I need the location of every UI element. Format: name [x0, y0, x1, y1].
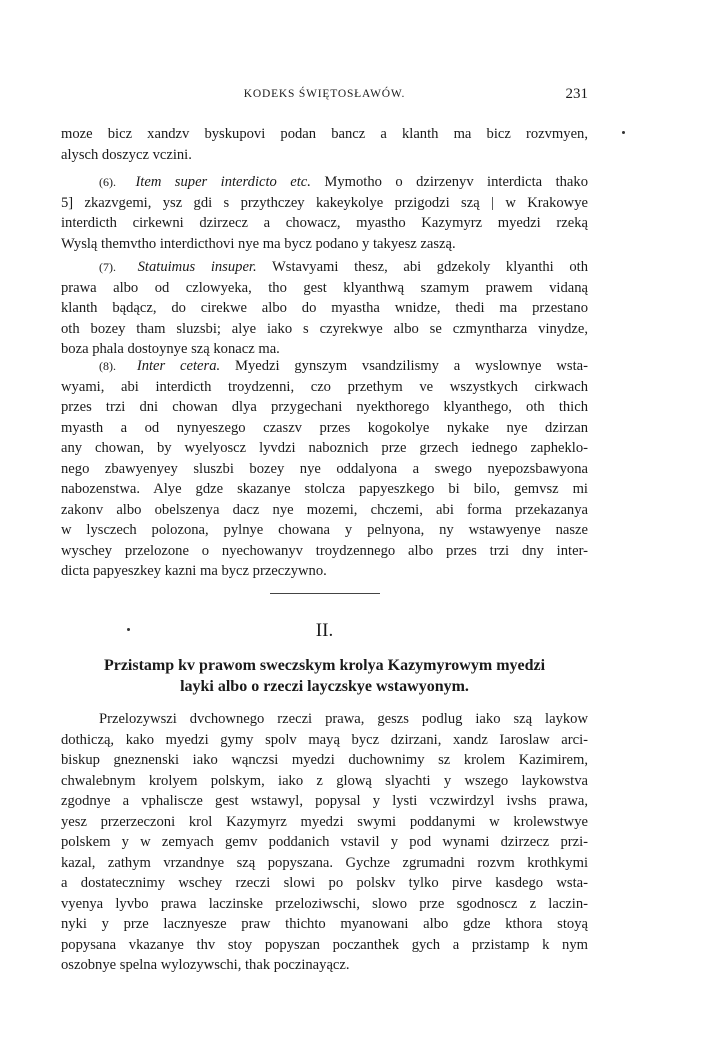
- paragraph-number: (6).: [99, 175, 116, 189]
- margin-dot: [622, 131, 625, 134]
- text-line: dicta papyeszkey kazni ma bycz przeczywno.: [61, 563, 327, 579]
- text-line: yesz przerzeczoni krol Kazymyrz myedzi swymi poddanymi w krolewstwye: [61, 813, 588, 830]
- text-line: w lysczech polozona, pylnye chowana y pelnyona, ny wstawyenye nasze: [61, 522, 588, 538]
- text-line: zakonv albo obelszenya dacz nye mozemi, chczemi, abi forma przekazanya: [61, 501, 588, 518]
- text-line: wyschey przelozone o nyechowanyv troydzennego albo przes trzi dny inter-: [61, 542, 588, 559]
- page-number: 231: [565, 86, 588, 102]
- text-line: wyami, abi interdicth troydzenni, czo przethym ve wszystkych cirkwach: [61, 378, 588, 395]
- text-line: moze bicz xandzv byskupovi podan bancz a klanth ma bicz rozvmyen,: [61, 126, 588, 142]
- paragraph-number: (7).: [99, 260, 116, 274]
- paragraph-incipit: Inter cetera.: [136, 358, 221, 374]
- paragraph-first-line: [61, 257, 588, 278]
- text-line: [61, 193, 588, 214]
- text-line: Przelozywszi dvchownego rzeczi prawa, geszs podlug iako szą laykow: [99, 711, 588, 727]
- text-line: a dostatecznimy wschey rzeczi slowi po polskv tylko pirve kasdego wsta-: [61, 875, 588, 891]
- text-line: nyki y prze lacznyesze praw thichto myanowani albo gdze kthora stoyą: [61, 916, 588, 932]
- text-fragment: Myedzi gynszym vsandzilismy a wyslownye wsta-: [234, 358, 588, 374]
- paragraph-incipit: Item super interdicto etc.: [135, 174, 311, 190]
- text-line: przes trzi dni chowan dlya przygechani nyekthoregο klyanthego, oth thich: [61, 399, 588, 415]
- text-fragment: Mymotho o dzirzenyv interdicta thako: [324, 174, 588, 190]
- text-line: biskup gneznenski iako wąnczsi myedzi duchownimy sz krolem Kazimirem,: [61, 752, 588, 768]
- body-paragraph: [61, 709, 588, 976]
- text-line: interdicth cirkewni dzirzecz a chowacz, myastho Kazymyrz myedzi rzeką: [61, 215, 588, 231]
- running-title: KODEKS ŚWIĘTOSŁAWÓW.: [243, 88, 406, 100]
- text-fragment: zkazvgemi, ysz gdi s przythczey kakeykolye przigodzi szą | w Krakowye: [84, 194, 588, 211]
- paragraph-incipit: Statuimus insuper.: [137, 259, 257, 275]
- text-line: boza phala dostoynye szą konacz ma.: [61, 341, 280, 357]
- text-line: zgodnye a vphaliscze gest wstawyl, popysal y lysti vczwirdzyl ivshs prawa,: [61, 793, 588, 809]
- text-line: kazal, zathym vrzandnye szą popyszana. Gychze zgrumadni rozvm krothkymi: [61, 854, 588, 871]
- text-line: vyenya lyvbo prawa laczinske przeloziwschi, slowo prze sgodnoscz z laczin-: [61, 895, 588, 912]
- section-heading: [61, 655, 588, 697]
- text-line: klanth bądącz, do cirekwe albo do myastha wnidze, thedi ma przestano: [61, 300, 588, 316]
- paragraph-number: (8).: [99, 359, 116, 373]
- running-head: [61, 88, 588, 108]
- text-line: nabozenstwa. Alye gdze skazanye stolcza papyeszkego bi bilo, gemvsz mi: [61, 481, 588, 497]
- text-line: popysana vkazanye thv stoy popyszan poczanthek gych a przistamp k nym: [61, 936, 588, 953]
- text-line: alysch doszycz vczini.: [61, 146, 192, 163]
- line-marker: 5]: [61, 194, 74, 211]
- paragraph-6: [61, 172, 588, 254]
- paragraph-7: [61, 257, 588, 360]
- text-line: polskem y w zemyach gemv poddanich vstavil y pod wynami dzirzecz przi-: [61, 834, 588, 850]
- section-divider: [270, 593, 380, 594]
- text-line: Wyslą themvtho interdicthovi nye ma bycz podano y takyesz zaszą.: [61, 235, 456, 252]
- text-line: nego zbawyenyey sluszbi bozey nye oddalyona a swego nyepozsbawyona: [61, 460, 588, 477]
- text-line: chwalebnym krolyem polskym, iako z glową slyachti y wszego laykowstva: [61, 772, 588, 789]
- heading-line: Przistamp kv prawom sweczskym krolya Kazymyrowym myedzi: [103, 657, 546, 674]
- text-line: dothiczą, kako myedzi gymy spolv mayą bycz dzirzani, xandz Iaroslaw arci-: [61, 731, 588, 748]
- text-line: myasth a od nynyeszego czaszv przes kogokolye nykake nye dzirzan: [61, 419, 588, 436]
- text-line: oth bozey tham sluzsbi; alye iako s czyrekwye albo se czmyntharza vinydze,: [61, 320, 588, 337]
- paragraph-first-line: [61, 356, 588, 377]
- section-numeral: II.: [315, 620, 334, 641]
- paragraph-first-line: [61, 172, 588, 193]
- text-line: any chowan, by wyelyoscz lyvdzi naboznich prze grzech iednego zapheklo-: [61, 440, 588, 456]
- paragraph-8: [61, 356, 588, 582]
- heading-line: layki albo o rzeczi layczskye wstawyonym.: [180, 678, 469, 695]
- text-line: prawa albo od czlowyeka, tho gest klyanthwą szamym prawem vidaną: [61, 279, 588, 296]
- paragraph-continuation: [61, 124, 588, 165]
- text-line: oszobnye spelna wylozywschi, thak poczinayącz.: [61, 957, 350, 973]
- text-fragment: Wstavyami thesz, abi gdzekoly klyanthi oth: [272, 259, 588, 275]
